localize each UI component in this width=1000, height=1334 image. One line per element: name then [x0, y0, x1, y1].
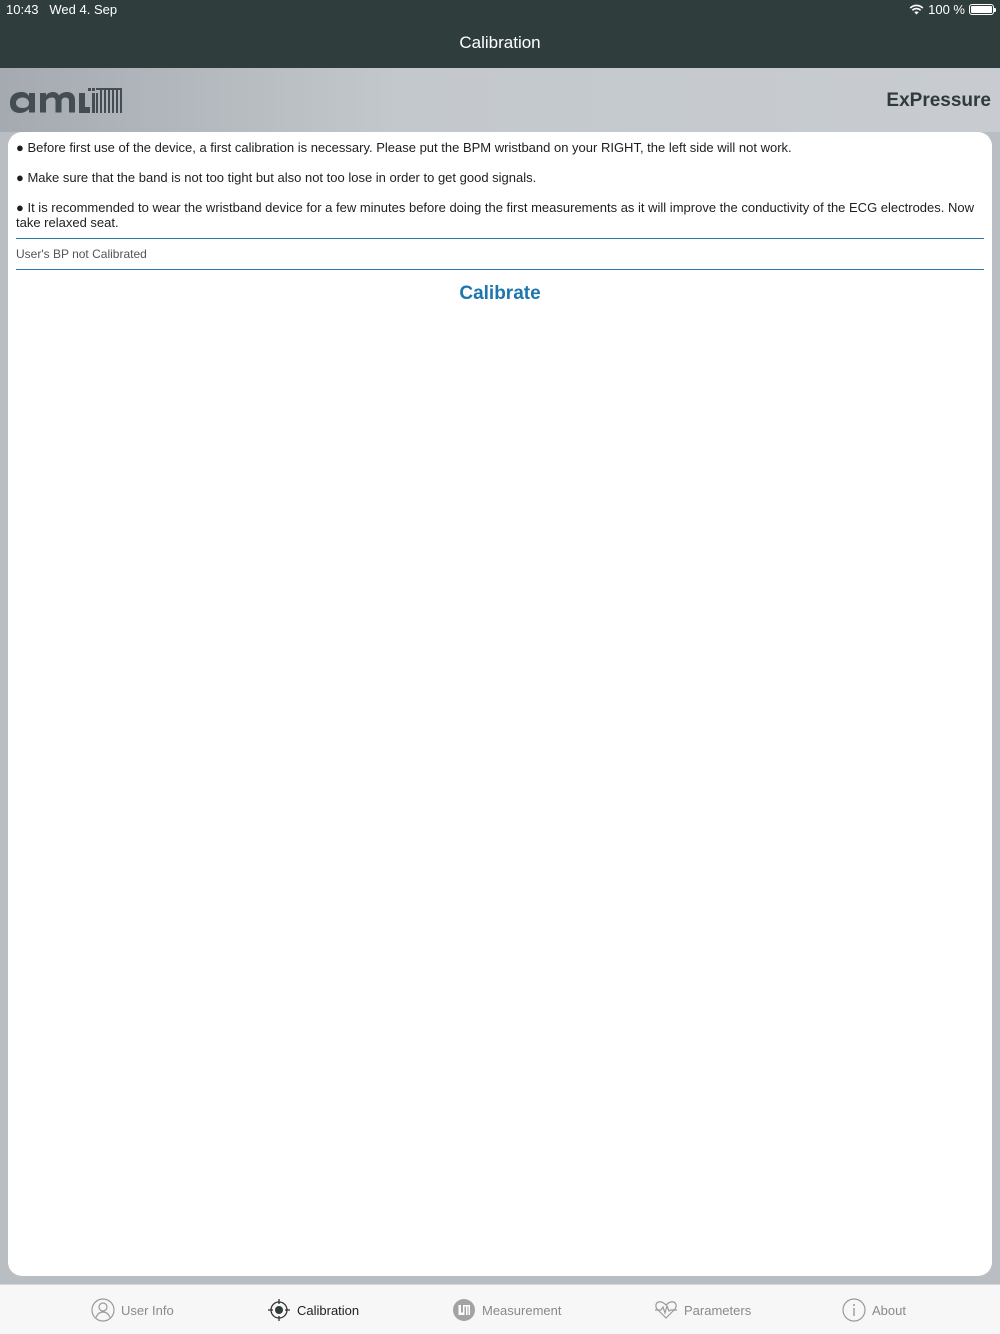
- crosshair-icon: [267, 1298, 291, 1322]
- ams-icon: [452, 1298, 476, 1322]
- tab-parameters[interactable]: [654, 1297, 751, 1323]
- tab-user-info[interactable]: [91, 1297, 174, 1323]
- tab-bar: [0, 1284, 1000, 1334]
- info-icon: [842, 1298, 866, 1322]
- tab-label: Calibration: [297, 1302, 360, 1318]
- instruction-2: ● Make sure that the band is not too tight but also not too lose in order to get good signals.: [16, 170, 537, 185]
- calibrate-button[interactable]: Calibrate: [8, 283, 992, 305]
- status-right: [909, 2, 994, 17]
- tab-measurement[interactable]: [452, 1297, 561, 1323]
- tab-label: About: [872, 1302, 906, 1318]
- tab-calibration[interactable]: [267, 1297, 359, 1323]
- battery-percent: 100 %: [928, 2, 965, 17]
- tab-label: Parameters: [684, 1302, 752, 1318]
- app-name: ExPressure: [886, 90, 991, 111]
- tab-about[interactable]: [842, 1297, 906, 1323]
- header-band: [0, 68, 1000, 132]
- calibration-status: User's BP not Calibrated: [16, 247, 147, 261]
- heartbeat-icon: [654, 1298, 678, 1322]
- user-icon: [91, 1298, 115, 1322]
- divider: [16, 269, 984, 270]
- page-title: Calibration: [459, 33, 541, 52]
- battery-icon: [969, 4, 994, 15]
- tab-label: User Info: [121, 1302, 174, 1318]
- status-time: 10:43 Wed 4. Sep: [6, 2, 118, 17]
- instruction-1: ● Before first use of the device, a first calibration is necessary. Please put the BPM wristband on your RIGHT, the left side will not work.: [16, 140, 792, 155]
- instruction-3: ● It is recommended to wear the wristband device for a few minutes before doing the first measurements as it will improve the conductivity of the ECG electrodes. Now take relaxed seat.: [16, 200, 975, 230]
- tab-label: Measurement: [482, 1302, 562, 1318]
- ams-logo: [8, 83, 126, 120]
- divider: [16, 238, 984, 239]
- calibration-card: [8, 132, 992, 1276]
- wifi-icon: [909, 4, 924, 15]
- navigation-bar: [0, 0, 1000, 68]
